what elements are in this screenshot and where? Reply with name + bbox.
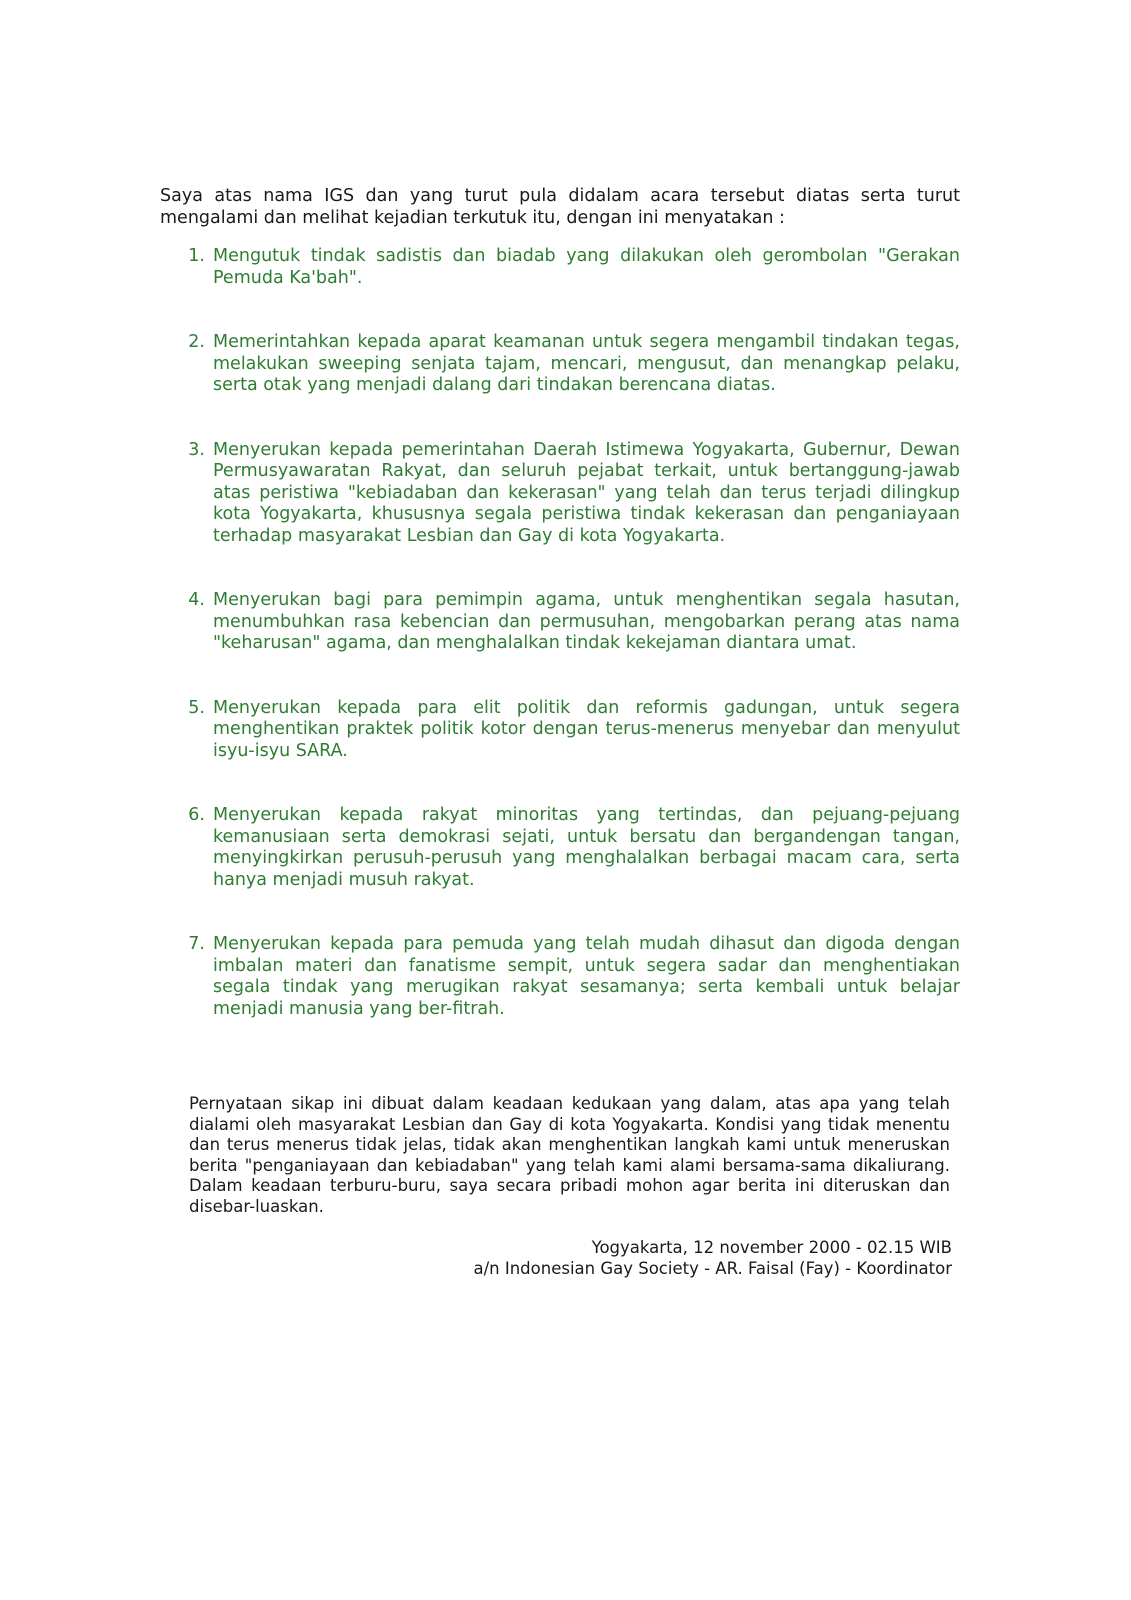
- list-item: [160, 934, 960, 1020]
- list-item-number: 6.: [188, 805, 205, 825]
- statement-list: [160, 246, 960, 1063]
- list-item-number: 4.: [188, 590, 205, 610]
- place-date-line: Yogyakarta, 12 november 2000 - 02.15 WIB: [591, 1238, 952, 1257]
- list-item-number: 5.: [188, 697, 205, 718]
- list-item-text: Menyerukan kepada rakyat minoritas yang tertindas, dan pejuang-pejuang kemanusiaan serta demokrasi sejati, untuk bersatu dan bergandengan tangan, menyingkirkan perusuh-perusuh yang menghalalkan berbagai macam cara, serta hanya menjadi musuh rakyat.: [213, 805, 960, 890]
- list-item: [160, 246, 960, 289]
- list-item: [160, 440, 960, 548]
- list-item: [160, 805, 960, 891]
- list-item-number: 1.: [188, 246, 205, 266]
- list-item: [160, 590, 960, 655]
- closing-paragraph: Pernyataan sikap ini dibuat dalam keadaan kedukaan yang dalam, atas apa yang telah dialami oleh masyarakat Lesbian dan Gay di kota Yogyakarta. Kondisi yang tidak menentu dan terus menerus tidak jelas, tidak akan menghentikan langkah kami untuk meneruskan berita "penganiayaan dan kebiadaban" yang telah kami alami bersama-sama dikaliurang. Dalam keadaan terburu-buru, saya secara pribadi mohon agar berita ini diteruskan dan disebar-luaskan.: [189, 1094, 950, 1216]
- intro-paragraph: Saya atas nama IGS dan yang turut pula didalam acara tersebut diatas serta turut mengalami dan melihat kejadian terkutuk itu, dengan ini menyatakan :: [160, 186, 960, 228]
- list-item-text: Menyerukan kepada pemerintahan Daerah Istimewa Yogyakarta, Gubernur, Dewan Permusyawaratan Rakyat, dan seluruh pejabat terkait, untuk bertanggung-jawab atas peristiwa "kebiadaban dan kekerasan" yang telah dan terus terjadi dilingkup kota Yogyakarta, khususnya segala peristiwa tindak kekerasan dan penganiayaan terhadap masyarakat Lesbian dan Gay di kota Yogyakarta.: [213, 439, 960, 546]
- list-item-text: Memerintahkan kepada aparat keamanan untuk segera mengambil tindakan tegas, melakukan sweeping senjata tajam, mencari, mengusut, dan menangkap pelaku, serta otak yang menjadi dalang dari tindakan berencana diatas.: [213, 332, 960, 395]
- author-line: a/n Indonesian Gay Society - AR. Faisal (Fay) - Koordinator: [473, 1258, 952, 1278]
- list-item-text: Menyerukan kepada para elit politik dan reformis gadungan, untuk segera menghentikan praktek politik kotor dengan terus-menerus menyebar dan menyulut isyu-isyu SARA.: [213, 697, 960, 761]
- list-item-text: Mengutuk tindak sadistis dan biadab yang dilakukan oleh gerombolan "Gerakan Pemuda Ka'bah".: [213, 246, 960, 288]
- signature-block: [400, 1238, 952, 1279]
- list-item-number: 3.: [188, 439, 205, 460]
- list-item: [160, 332, 960, 397]
- list-item-text: Menyerukan bagi para pemimpin agama, untuk menghentikan segala hasutan, menumbuhkan rasa kebencian dan permusuhan, mengobarkan perang atas nama "keharusan" agama, dan menghalalkan tindak kekejaman diantara umat.: [213, 590, 960, 653]
- list-item-text: Menyerukan kepada para pemuda yang telah mudah dihasut dan digoda dengan imbalan materi dan fanatisme sempit, untuk segera sadar dan menghentiakan segala tindak yang merugikan rakyat sesamanya; serta kembali untuk belajar menjadi manusia yang ber-fitrah.: [213, 934, 960, 1019]
- list-item-number: 7.: [188, 934, 205, 954]
- list-item-number: 2.: [188, 332, 205, 352]
- list-item: [160, 698, 960, 763]
